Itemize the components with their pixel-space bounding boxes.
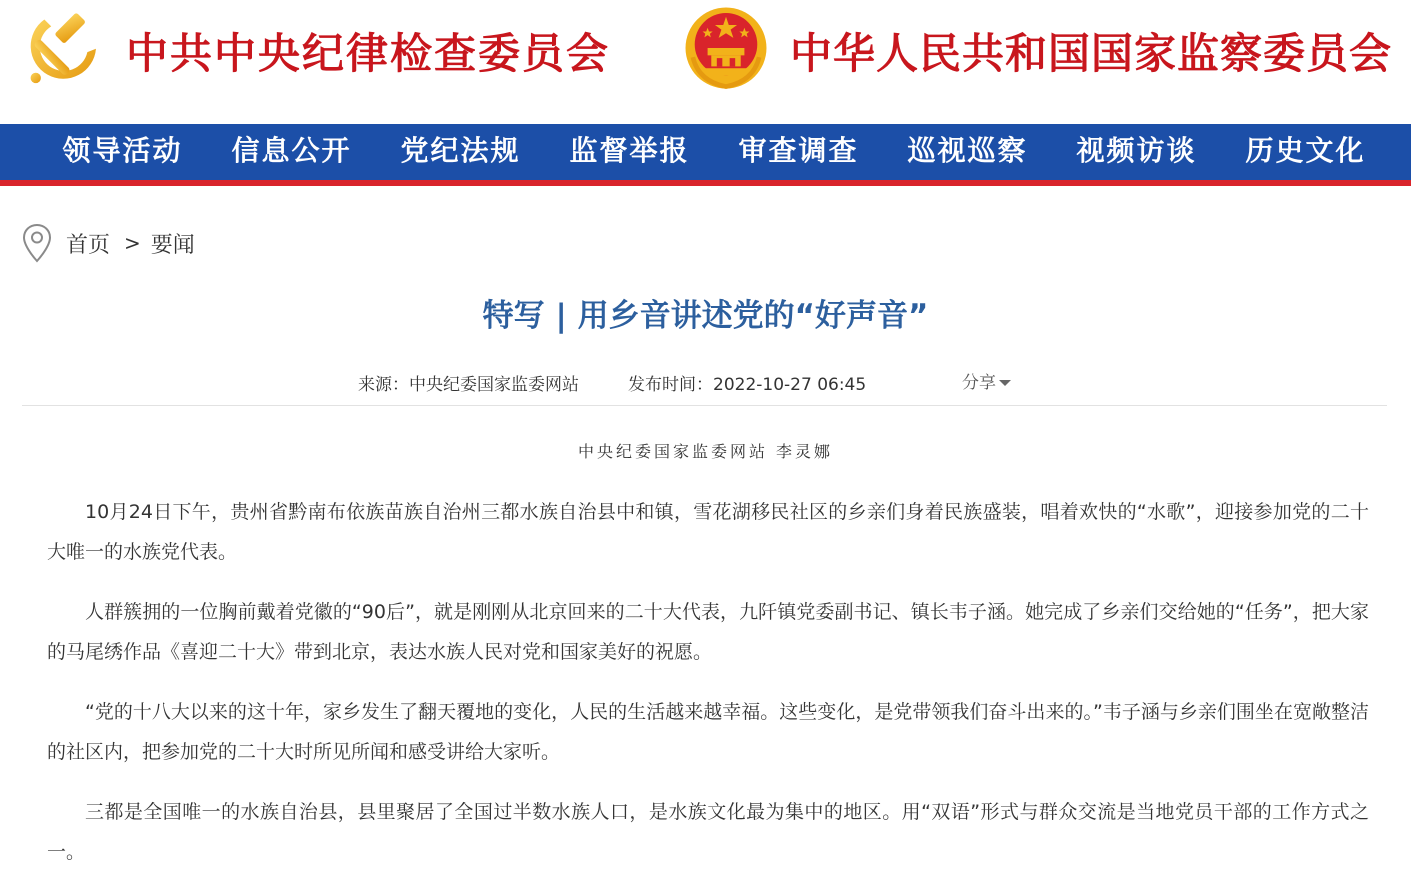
article-publish-time (628, 370, 866, 395)
source-label: 来源： (358, 375, 409, 395)
breadcrumb-home-link[interactable]: 首页 (66, 232, 111, 258)
nav-item-video-interview[interactable]: 视频访谈 (1076, 134, 1197, 167)
article-paragraph: 10月24日下午，贵州省黔南布依族苗族自治州三都水族自治县中和镇，雪花湖移民社区的乡亲们身着民族盛装，唱着欢快的“水歌”，迎接参加党的二十大唯一的水族党代表。 (47, 501, 1369, 563)
nav-item-history-culture[interactable]: 历史文化 (1245, 134, 1366, 167)
breadcrumb-separator: > (124, 231, 141, 255)
article-byline: 中央纪委国家监委网站 李灵娜 (577, 442, 834, 461)
cpc-ccdi-title: 中共中央纪律检查委员会 (126, 29, 611, 78)
header-divider (22, 405, 1387, 406)
location-pin-icon (22, 223, 52, 263)
nav-item-inspection[interactable]: 巡视巡察 (907, 134, 1028, 167)
nsc-title: 中华人民共和国国家监察委员会 (790, 29, 1393, 78)
article-title: 特写 | 用乡音讲述党的“好声音” (482, 298, 929, 334)
nav-item-regulations[interactable]: 党纪法规 (400, 134, 521, 167)
breadcrumb (22, 222, 195, 264)
article-meta (0, 366, 1411, 396)
nav-item-info-disclosure[interactable]: 信息公开 (231, 134, 352, 167)
article-body (47, 492, 1369, 892)
main-nav (0, 124, 1411, 186)
breadcrumb-current-link[interactable]: 要闻 (150, 232, 195, 258)
share-button[interactable] (962, 368, 1011, 393)
caret-down-icon (999, 380, 1011, 386)
share-label: 分享 (962, 373, 996, 393)
national-emblem-icon (680, 2, 772, 94)
article-paragraph: 三都是全国唯一的水族自治县，县里聚居了全国过半数水族人口，是水族文化最为集中的地区。用“双语”形式与群众交流是当地党员干部的工作方式之一。 (47, 801, 1369, 863)
article-paragraph: “党的十八大以来的这十年，家乡发生了翻天覆地的变化，人民的生活越来越幸福。这些变化，是党带领我们奋斗出来的。”韦子涵与乡亲们围坐在宽敞整洁的社区内，把参加党的二十大时所见所闻和感受讲给大家听。 (47, 701, 1369, 763)
nav-list (38, 124, 1390, 180)
article-paragraph: 人群簇拥的一位胸前戴着党徽的“90后”，就是刚刚从北京回来的二十大代表，九阡镇党委副书记、镇长韦子涵。她完成了乡亲们交给她的“任务”，把大家的马尾绣作品《喜迎二十大》带到北京，表达水族人民对党和国家美好的祝愿。 (47, 601, 1369, 663)
nav-item-supervision-report[interactable]: 监督举报 (569, 134, 690, 167)
source-value: 中央纪委国家监委网站 (409, 375, 579, 395)
nav-item-investigation[interactable]: 审查调查 (738, 134, 859, 167)
hammer-sickle-icon (22, 4, 108, 90)
time-label: 发布时间： (628, 375, 713, 395)
nav-item-leadership[interactable]: 领导活动 (62, 134, 183, 167)
time-value: 2022-10-27 06:45 (713, 375, 867, 395)
site-banner (0, 0, 1411, 124)
article-source (358, 370, 579, 395)
